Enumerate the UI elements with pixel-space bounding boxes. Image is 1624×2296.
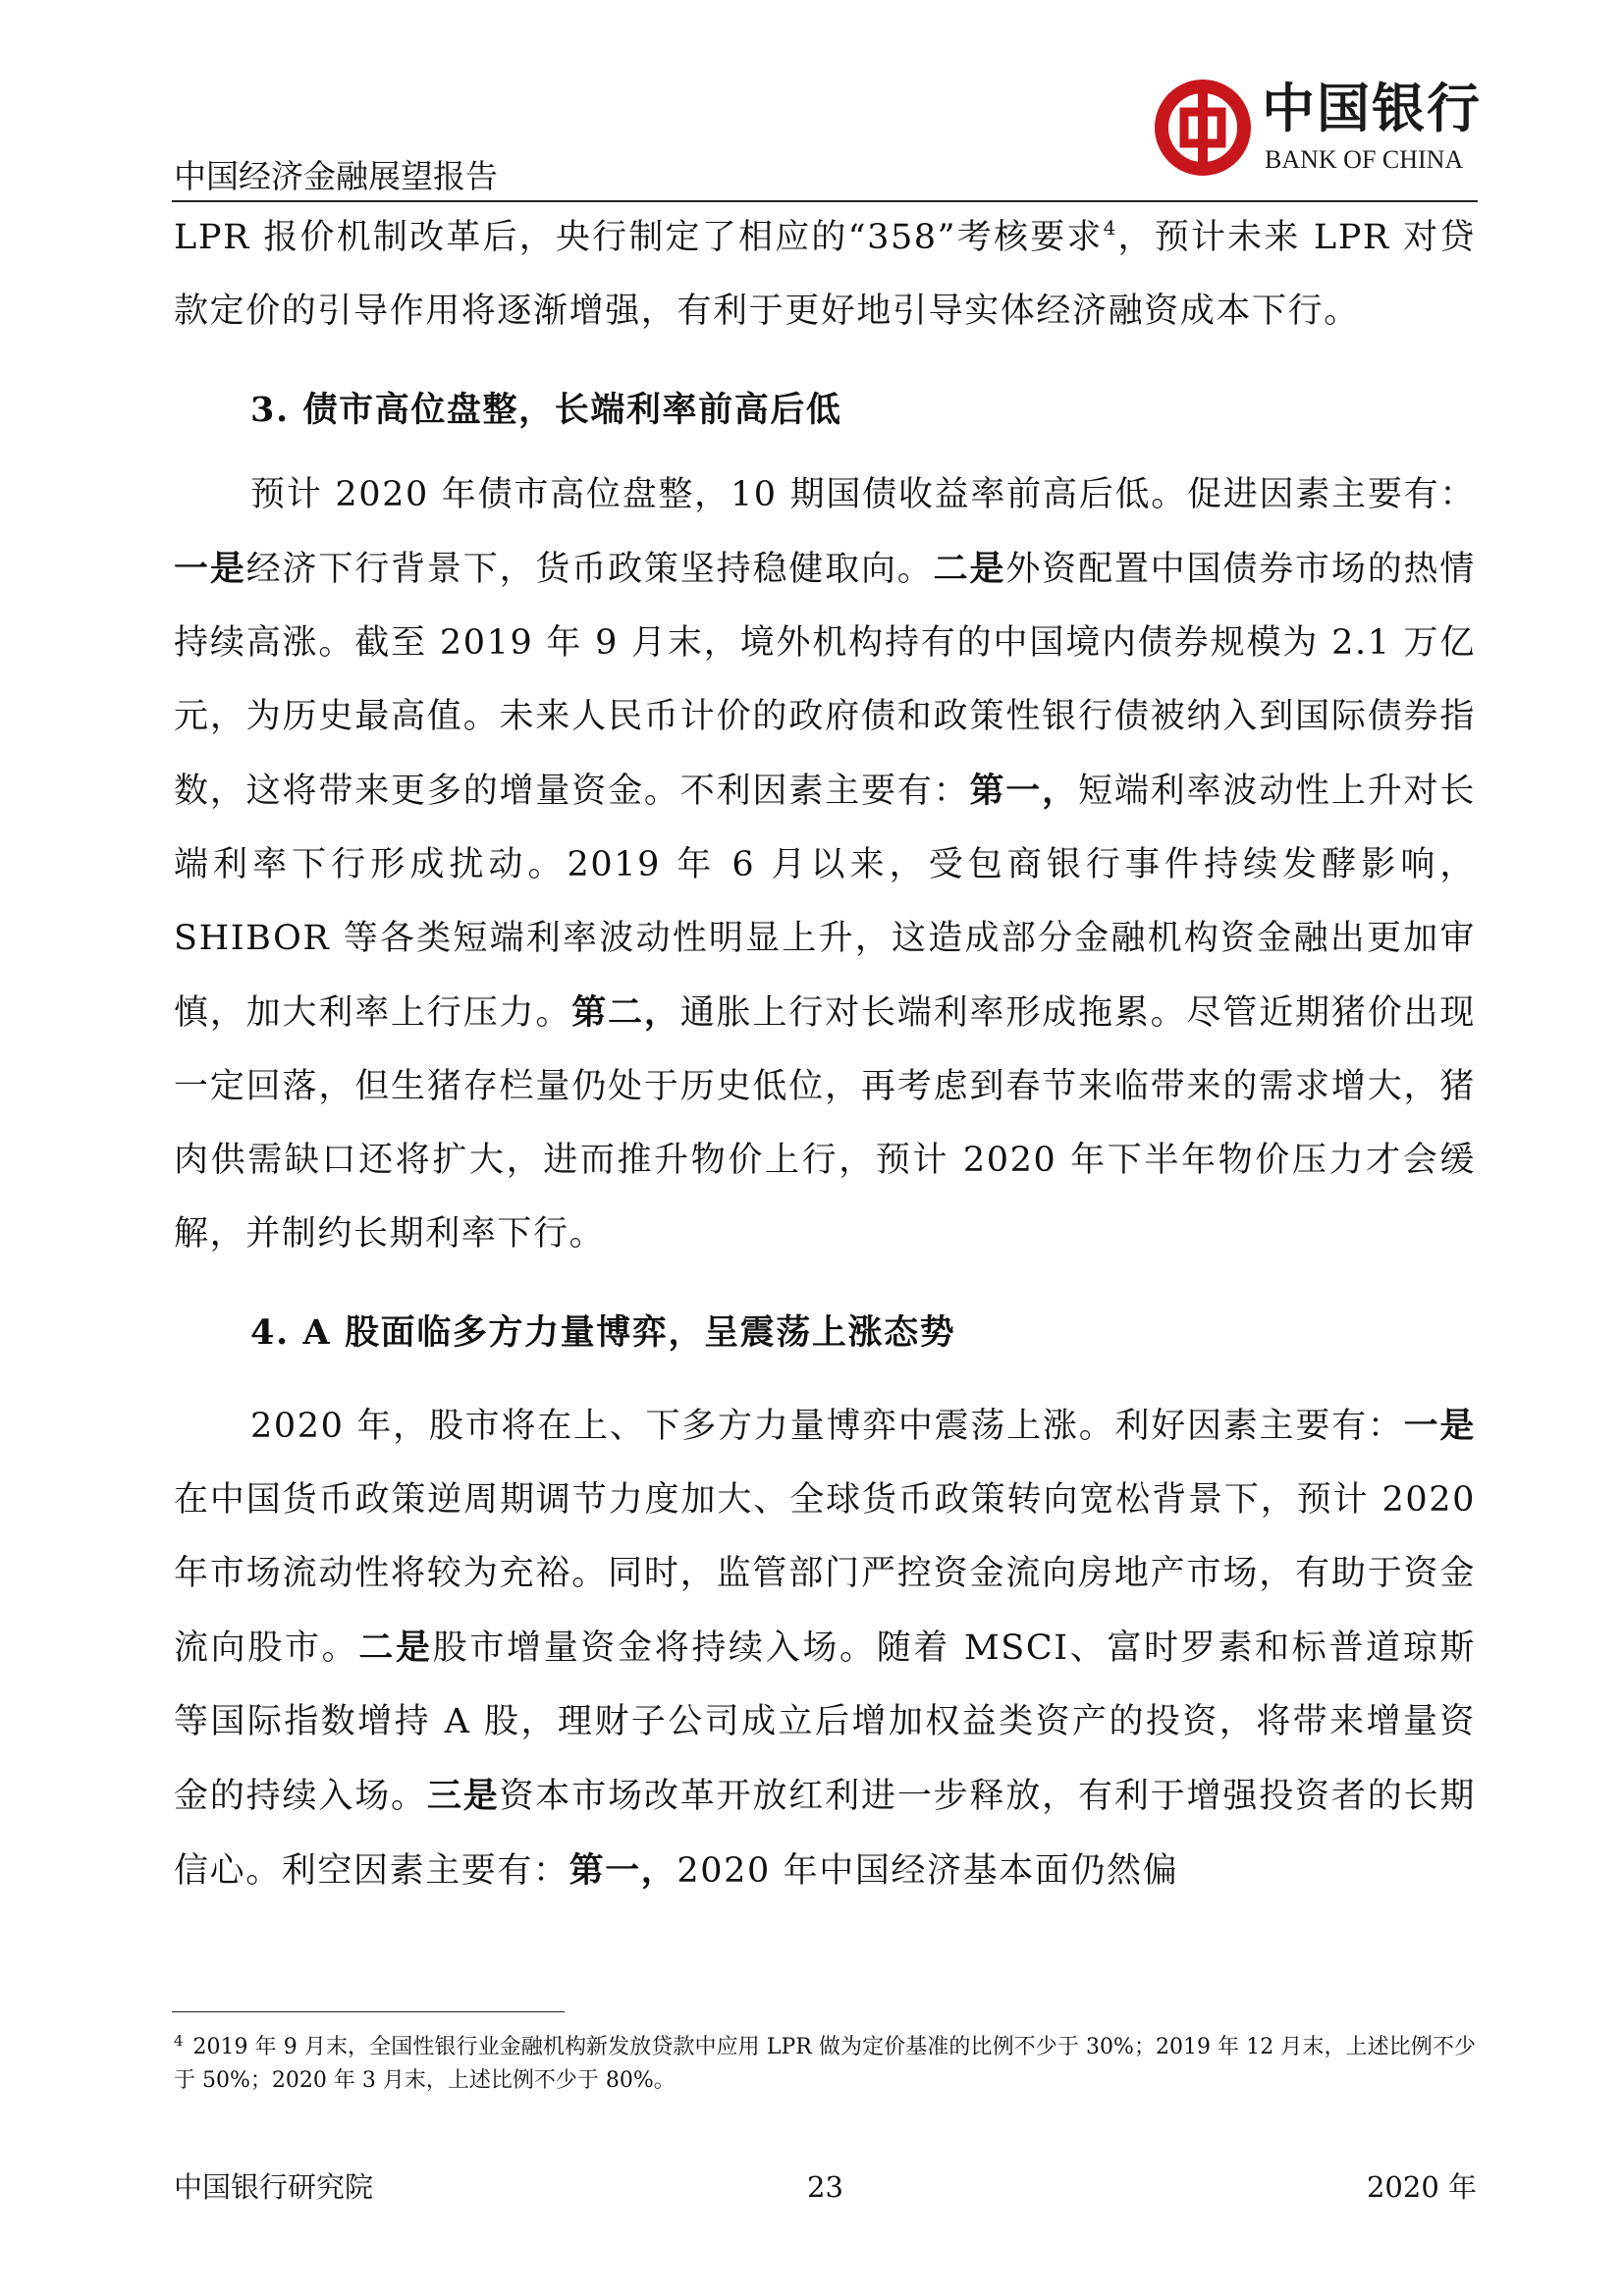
paragraph-text: 2020 年中国经济基本面仍然偏	[677, 1851, 1179, 1891]
emphasis-text: 三是	[426, 1776, 500, 1816]
footnote-mark: 4	[174, 2032, 184, 2050]
bank-of-china-emblem-icon	[1154, 79, 1252, 177]
paragraph-text: 短端利率波动性上升对长端利率下行形成扰动。2019 年 6 月以来，受包商银行事件持续发酵影响，SHIBOR 等各类短端利率波动性明显上升，这造成部分金融机构资金融出更加审慎，加大利率上行压力。	[174, 772, 1476, 1033]
paragraph-text: 经济下行背景下，货币政策坚持稳健取向。	[245, 550, 934, 589]
paragraph-a-share	[174, 1389, 1476, 1908]
page-number: 23	[807, 2170, 843, 2204]
footer-institute: 中国银行研究院	[174, 2170, 374, 2204]
section-heading-bond-market: 3. 债市高位盘整，长端利率前高后低	[250, 390, 842, 430]
paragraph-text: 股市增量资金将持续入场。随着 MSCI、富时罗素和标普道琼斯等国际指数增持 A 股，理财子公司成立后增加权益类资产的投资，将带来增量资金的持续入场。	[174, 1629, 1476, 1816]
emphasis-text: 一是	[1403, 1406, 1476, 1446]
section-heading-a-share: 4. A 股面临多方力量博弈，呈震荡上涨态势	[250, 1312, 956, 1353]
paragraph-lpr	[174, 201, 1476, 348]
paragraph-text: 通胀上行对长端利率形成拖累。尽管近期猪价出现一定回落，但生猪存栏量仍处于历史低位，再考虑到春节来临带来的需求增大，猪肉供需缺口还将扩大，进而推升物价上行，预计 2020 年下半年物价压力才会缓解，并制约长期利率下行。	[174, 993, 1476, 1254]
bank-name-en: BANK OF CHINA	[1265, 145, 1464, 174]
emphasis-text: 二是	[933, 549, 1006, 589]
bank-name-cn: 中国银行	[1262, 77, 1482, 139]
footnote-divider	[172, 2011, 565, 2012]
emphasis-text: 第一，	[969, 771, 1078, 811]
emphasis-text: 第二，	[571, 992, 680, 1033]
emphasis-text: 一是	[174, 549, 246, 589]
paragraph-text: 预计 2020 年债市高位盘整，10 期国债收益率前高后低。促进因素主要有：	[250, 475, 1476, 514]
paragraph-text: 在中国货币政策逆周期调节力度加大、全球货币政策转向宽松背景下，预计 2020 年市场流动性将较为充裕。同时，监管部门严控资金流向房地产市场，有助于资金流向股市。	[174, 1480, 1476, 1668]
paragraph-text: 2020 年，股市将在上、下多方力量博弈中震荡上涨。利好因素主要有：	[250, 1407, 1404, 1446]
paragraph-bond-market	[174, 458, 1476, 1271]
footnote-ref: 4	[1103, 216, 1117, 240]
paragraph-text: 外资配置中国债券市场的热情持续高涨。截至 2019 年 9 月末，境外机构持有的中国境内债券规模为 2.1 万亿元，为历史最高值。未来人民币计价的政府债和政策性银行债被纳入到国际债券指数，这将带来更多的增量资金。不利因素主要有：	[174, 550, 1477, 811]
emphasis-text: 二是	[358, 1628, 433, 1668]
report-title: 中国经济金融展望报告	[174, 157, 498, 195]
paragraph-text: 资本市场改革开放红利进一步释放，有利于增强投资者的长期信心。利空因素主要有：	[174, 1777, 1477, 1891]
footer-year: 2020 年	[1366, 2170, 1477, 2204]
paragraph-text: LPR 报价机制改革后，央行制定了相应的“358”考核要求	[174, 218, 1104, 257]
bank-logo	[1154, 69, 1488, 187]
footnote	[174, 2024, 1476, 2098]
emphasis-text: 第一，	[568, 1850, 677, 1891]
paragraph-text: ，预计未来 LPR 对贷款定价的引导作用将逐渐增强，有利于更好地引导实体经济融资成本下行。	[174, 218, 1476, 331]
footnote-text: 2019 年 9 月末，全国性银行业金融机构新发放贷款中应用 LPR 做为定价基准的比例不少于 30%；2019 年 12 月末，上述比例不少于 50%；2020 年 3 月末，上述比例不少于 80%。	[174, 2035, 1476, 2093]
